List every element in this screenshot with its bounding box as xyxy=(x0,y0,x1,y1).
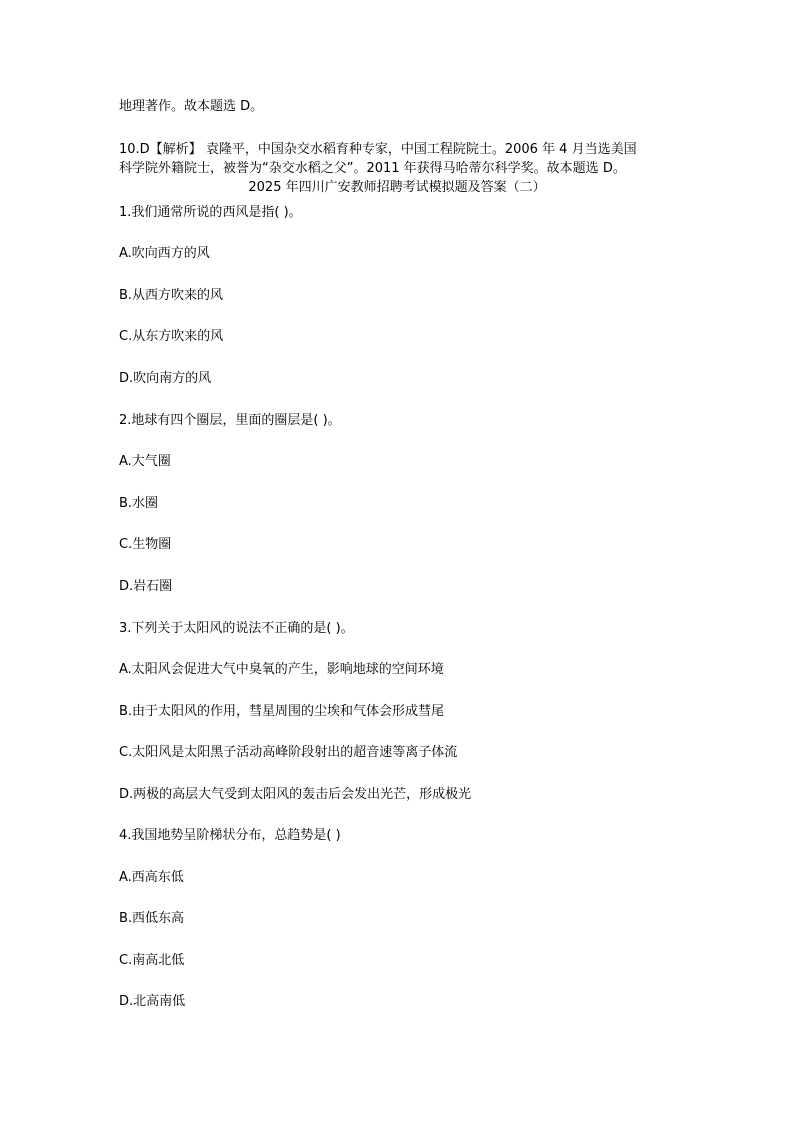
question-2-option-c: C.生物圈 xyxy=(119,537,172,552)
question-4-option-a: A.西高东低 xyxy=(119,870,184,885)
question-2-option-b: B.水圈 xyxy=(119,496,159,511)
question-4-stem: 4.我国地势呈阶梯状分布，总趋势是( ) xyxy=(119,828,341,843)
question-2-option-d: D.岩石圈 xyxy=(119,579,173,594)
question-1-option-b: B.从西方吹来的风 xyxy=(119,288,224,303)
question-3-option-a: A.太阳风会促进大气中臭氧的产生，影响地球的空间环境 xyxy=(119,662,444,677)
question-4-option-b: B.西低东高 xyxy=(119,911,185,926)
answer-10-line-2: 科学院外籍院士，被誉为“杂交水稻之父”。2011 年获得马哈蒂尔科学奖。故本题选 D。 xyxy=(119,161,626,176)
question-3-option-d: D.两极的高层大气受到太阳风的轰击后会发出光芒，形成极光 xyxy=(119,787,472,802)
question-2-stem: 2.地球有四个圈层，里面的圈层是( )。 xyxy=(119,413,341,428)
question-2-option-a: A.大气圈 xyxy=(119,454,171,469)
answer-10-line-1: 10.D【解析】 袁隆平，中国杂交水稻育种专家，中国工程院院士。2006 年 4 月当选美国 xyxy=(119,142,637,157)
question-1-stem: 1.我们通常所说的西风是指( )。 xyxy=(119,205,302,220)
question-4-option-d: D.北高南低 xyxy=(119,994,186,1009)
question-3-stem: 3.下列关于太阳风的说法不正确的是( )。 xyxy=(119,621,354,636)
question-4-option-c: C.南高北低 xyxy=(119,953,185,968)
question-3-option-b: B.由于太阳风的作用，彗星周围的尘埃和气体会形成彗尾 xyxy=(119,704,445,719)
question-1-option-c: C.从东方吹来的风 xyxy=(119,329,224,344)
question-3-option-c: C.太阳风是太阳黑子活动高峰阶段射出的超音速等离子体流 xyxy=(119,745,458,760)
question-1-option-d: D.吹向南方的风 xyxy=(119,371,212,386)
document-title: 2025 年四川广安教师招聘考试模拟题及答案（二） xyxy=(248,180,546,195)
question-1-option-a: A.吹向西方的风 xyxy=(119,246,210,261)
previous-answer-tail: 地理著作。故本题选 D。 xyxy=(119,99,264,114)
